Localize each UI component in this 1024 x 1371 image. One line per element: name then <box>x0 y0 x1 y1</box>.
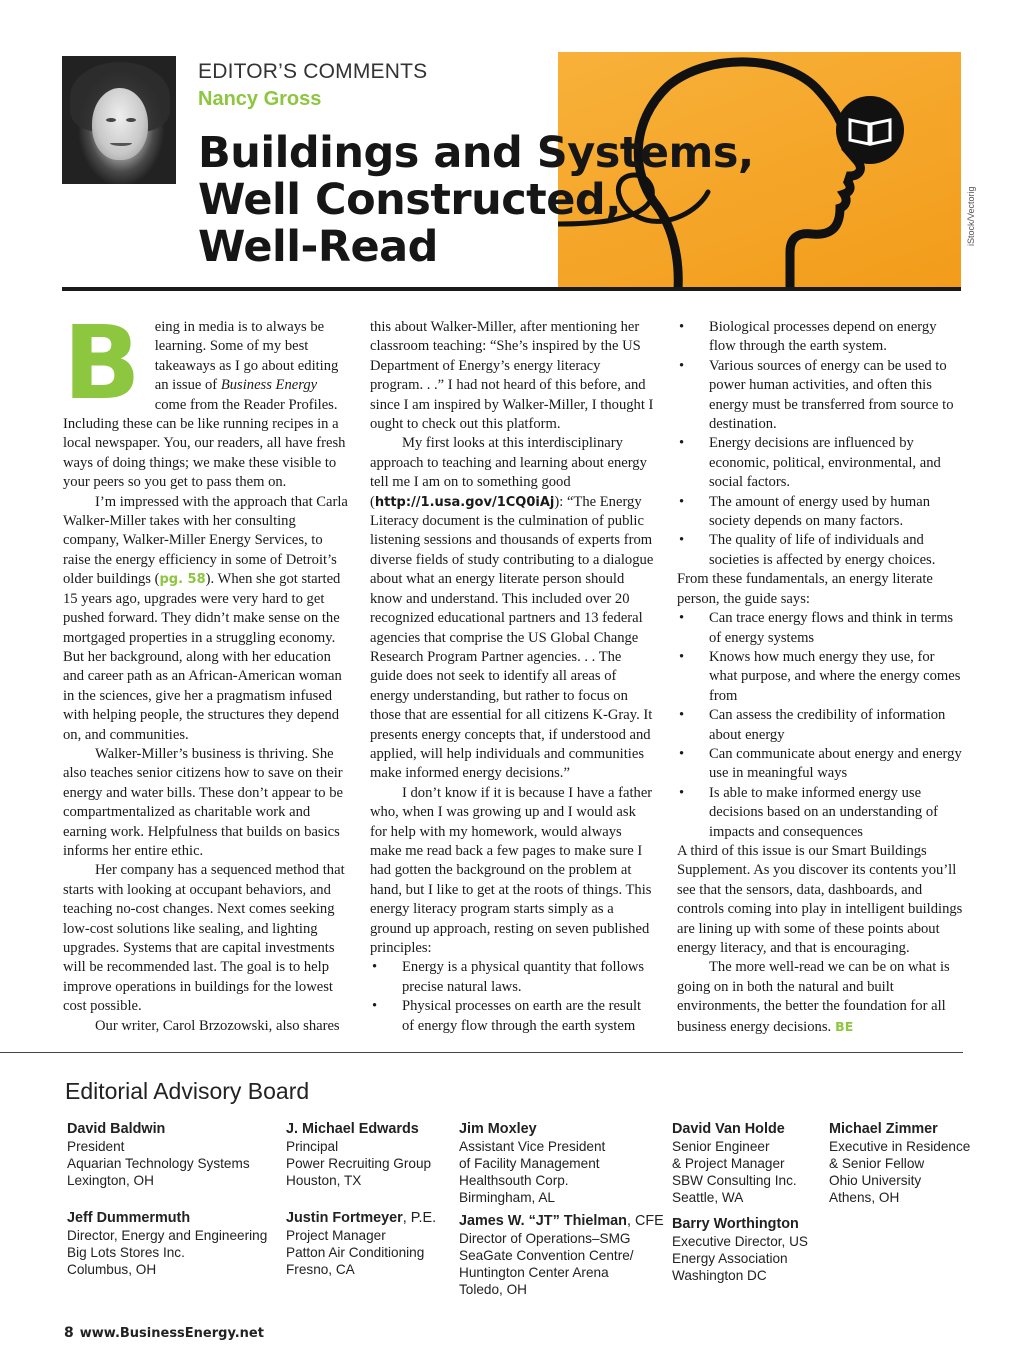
list-item: • The amount of energy used by human society depends on many factors. <box>677 493 963 532</box>
dropcap: B <box>63 304 141 423</box>
section-divider <box>0 1052 963 1053</box>
paragraph: Her company has a sequenced method that starts with looking at occupant behaviors, and teaching no-cost changes. Next comes seeking low-cost solutions like sealing, and lighting upgrades. Systems that are capital investments will be recommended last. The goal is to help improve operations in buildings for the lowest cost possible. <box>63 862 345 1015</box>
list-item: • Can trace energy flows and think in terms of energy systems <box>677 609 963 648</box>
article-column-2 <box>370 318 656 1036</box>
page-reference-link[interactable]: pg. 58 <box>159 572 206 588</box>
headline-line-1: Buildings and Systems, <box>198 128 754 178</box>
paragraph: Being in media is to always be learning. Some of my best takeaways as I go about editing an issue of Business Energy come from the Reader Profiles. Including these can be like running recipes in a local newspaper. You, our readers, all have fresh ways of doing things; we make these visible to your peers so you get to pass them on. <box>63 304 346 491</box>
website-link[interactable]: www.BusinessEnergy.net <box>79 1326 264 1341</box>
paragraph: The more well-read we can be on what is going on in both the natural and built environments, the better the foundation for all business energy decisions. BE <box>677 959 950 1035</box>
section-label: EDITOR’S COMMENTS <box>198 60 428 83</box>
board-member: David Baldwin President Aquarian Technology Systems Lexington, OH <box>67 1121 250 1188</box>
article-column-1 <box>63 304 351 1036</box>
page-number: 8 <box>64 1325 74 1341</box>
author-name: Nancy Gross <box>198 88 322 110</box>
board-member: Michael Zimmer Executive in Residence & Senior Fellow Ohio University Athens, OH <box>829 1121 971 1205</box>
board-member: Barry Worthington Executive Director, US Energy Association Washington DC <box>672 1216 808 1283</box>
list-item: • Knows how much energy they use, for what purpose, and where the energy comes from <box>677 648 963 706</box>
member-name: Jeff Dummermuth <box>67 1210 191 1226</box>
headline-line-3: Well-Read <box>198 222 438 272</box>
paragraph: I don’t know if it is because I have a father who, when I was growing up and I would ask for help with my homework, would always make me read back a few pages to make sure I had gotten the background on the problem at hand, but I like to get at the roots of things. This energy literacy program starts simply as a ground up approach, resting on seven published principles: <box>370 784 653 956</box>
board-member: J. Michael Edwards Principal Power Recruiting Group Houston, TX <box>286 1121 432 1188</box>
principles-list <box>370 958 656 1036</box>
member-name: James W. “JT” Thielman, CFE <box>459 1213 664 1229</box>
board-member: Jeff Dummermuth Director, Energy and Engineering Big Lots Stores Inc. Columbus, OH <box>67 1210 268 1277</box>
paragraph: this about Walker-Miller, after mentioning her classroom teaching: “She’s inspired by the US Department of Energy’s energy literacy program. . .” I had not heard of this before, and since I am inspired by Walker-Miller, I thought I ought to check out this platform. <box>370 319 654 433</box>
magazine-title: Business Energy <box>220 377 318 394</box>
image-credit: iStock/Vectorig <box>966 186 976 246</box>
list-item: • Can assess the credibility of information about energy <box>677 706 963 745</box>
board-member: Jim Moxley Assistant Vice President of Facility Management Healthsouth Corp. Birmingham, AL <box>459 1121 606 1205</box>
page-footer <box>64 1325 264 1341</box>
header-rule <box>62 287 961 291</box>
member-name: David Baldwin <box>67 1121 166 1137</box>
author-photo <box>62 56 176 184</box>
board-title: Editorial Advisory Board <box>65 1078 310 1104</box>
member-name: Justin Fortmeyer, P.E. <box>286 1210 437 1226</box>
paragraph: I’m impressed with the approach that Carla Walker-Miller takes with her consulting company, Walker-Miller Energy Services, to raise the energy efficiency in some of Detroit’s older buildings (pg. 58). When she got started 15 years ago, upgrades were very hard to get pushed forward. They didn’t make sense on the mortgaged properties in a struggling economy. But her background, along with her education and career path as an African-American woman in the sciences, give her a pragmatism infused with helping people, the structures they depend on, and communities. <box>63 493 348 743</box>
end-mark: BE <box>835 1018 854 1034</box>
paragraph: Walker-Miller’s business is thriving. She also teaches senior citizens how to save on their energy and water bills. These don’t appear to be compartmentalized as charitable work and earning work. Helpfulness that builds on basics informs her entire ethic. <box>63 745 344 859</box>
list-item: • Energy decisions are influenced by economic, political, environmental, and social factors. <box>677 434 963 492</box>
literate-person-list <box>677 609 963 842</box>
principles-list-continued <box>677 318 963 570</box>
member-name: Jim Moxley <box>459 1121 537 1137</box>
list-item: • Energy is a physical quantity that follows precise natural laws. <box>370 958 656 997</box>
member-name: Barry Worthington <box>672 1216 799 1232</box>
list-item: • The quality of life of individuals and societies is affected by energy choices. <box>677 531 963 570</box>
paragraph: Our writer, Carol Brzozowski, also shares <box>95 1017 340 1034</box>
paragraph: My first looks at this interdisciplinary approach to teaching and learning about energy tell me I am on to something good (http://1.usa.gov/1CQ0iAj): “The Energy Literacy document is the culmination of public listening sessions and thousands of experts from diverse fields of study contributing to a dialogue about what an energy literate person should know and understand. This included over 20 recognized educational partners and 13 federal agencies that comprise the US Global Change Research Program Partner agencies. . . The guide does not seek to identify all areas of energy understanding, but rather to focus on those that are essential for all citizens K-Gray. It presents energy concepts that, if understood and applied, will help individuals and communities make informed energy decisions.” <box>370 435 654 782</box>
list-item: • Physical processes on earth are the result of energy flow through the earth system <box>370 997 656 1036</box>
list-item: • Is able to make informed energy use decisions based on an understanding of impacts and consequences <box>677 784 963 842</box>
member-name: David Van Holde <box>672 1121 785 1137</box>
headline <box>198 130 754 271</box>
list-item: • Biological processes depend on energy flow through the earth system. <box>677 318 963 357</box>
board-member: David Van Holde Senior Engineer & Project Manager SBW Consulting Inc. Seattle, WA <box>672 1121 797 1205</box>
list-item: • Various sources of energy can be used to power human activities, and often this energy must be transferred from source to destination. <box>677 357 963 435</box>
energy-literacy-url[interactable]: http://1.usa.gov/1CQ0iAj <box>374 494 555 510</box>
board-member: James W. “JT” Thielman, CFE Director of Operations–SMG SeaGate Convention Centre/ Huntington Center Arena Toledo, OH <box>459 1213 664 1297</box>
paragraph: A third of this issue is our Smart Buildings Supplement. As you discover its contents you’ll see that the sensors, data, dashboards, and controls coming into play in intelligent buildings are lining up with some of these points about energy literacy, and that is encouraging. <box>677 842 963 956</box>
paragraph: From these fundamentals, an energy literate person, the guide says: <box>677 571 933 607</box>
member-name: Michael Zimmer <box>829 1121 938 1137</box>
headline-line-2: Well Constructed, <box>198 175 622 225</box>
member-name: J. Michael Edwards <box>286 1121 419 1137</box>
list-item: • Can communicate about energy and energy use in meaningful ways <box>677 745 963 784</box>
article-column-3 <box>677 318 963 1037</box>
board-member: Justin Fortmeyer, P.E. Project Manager Patton Air Conditioning Fresno, CA <box>286 1210 437 1277</box>
